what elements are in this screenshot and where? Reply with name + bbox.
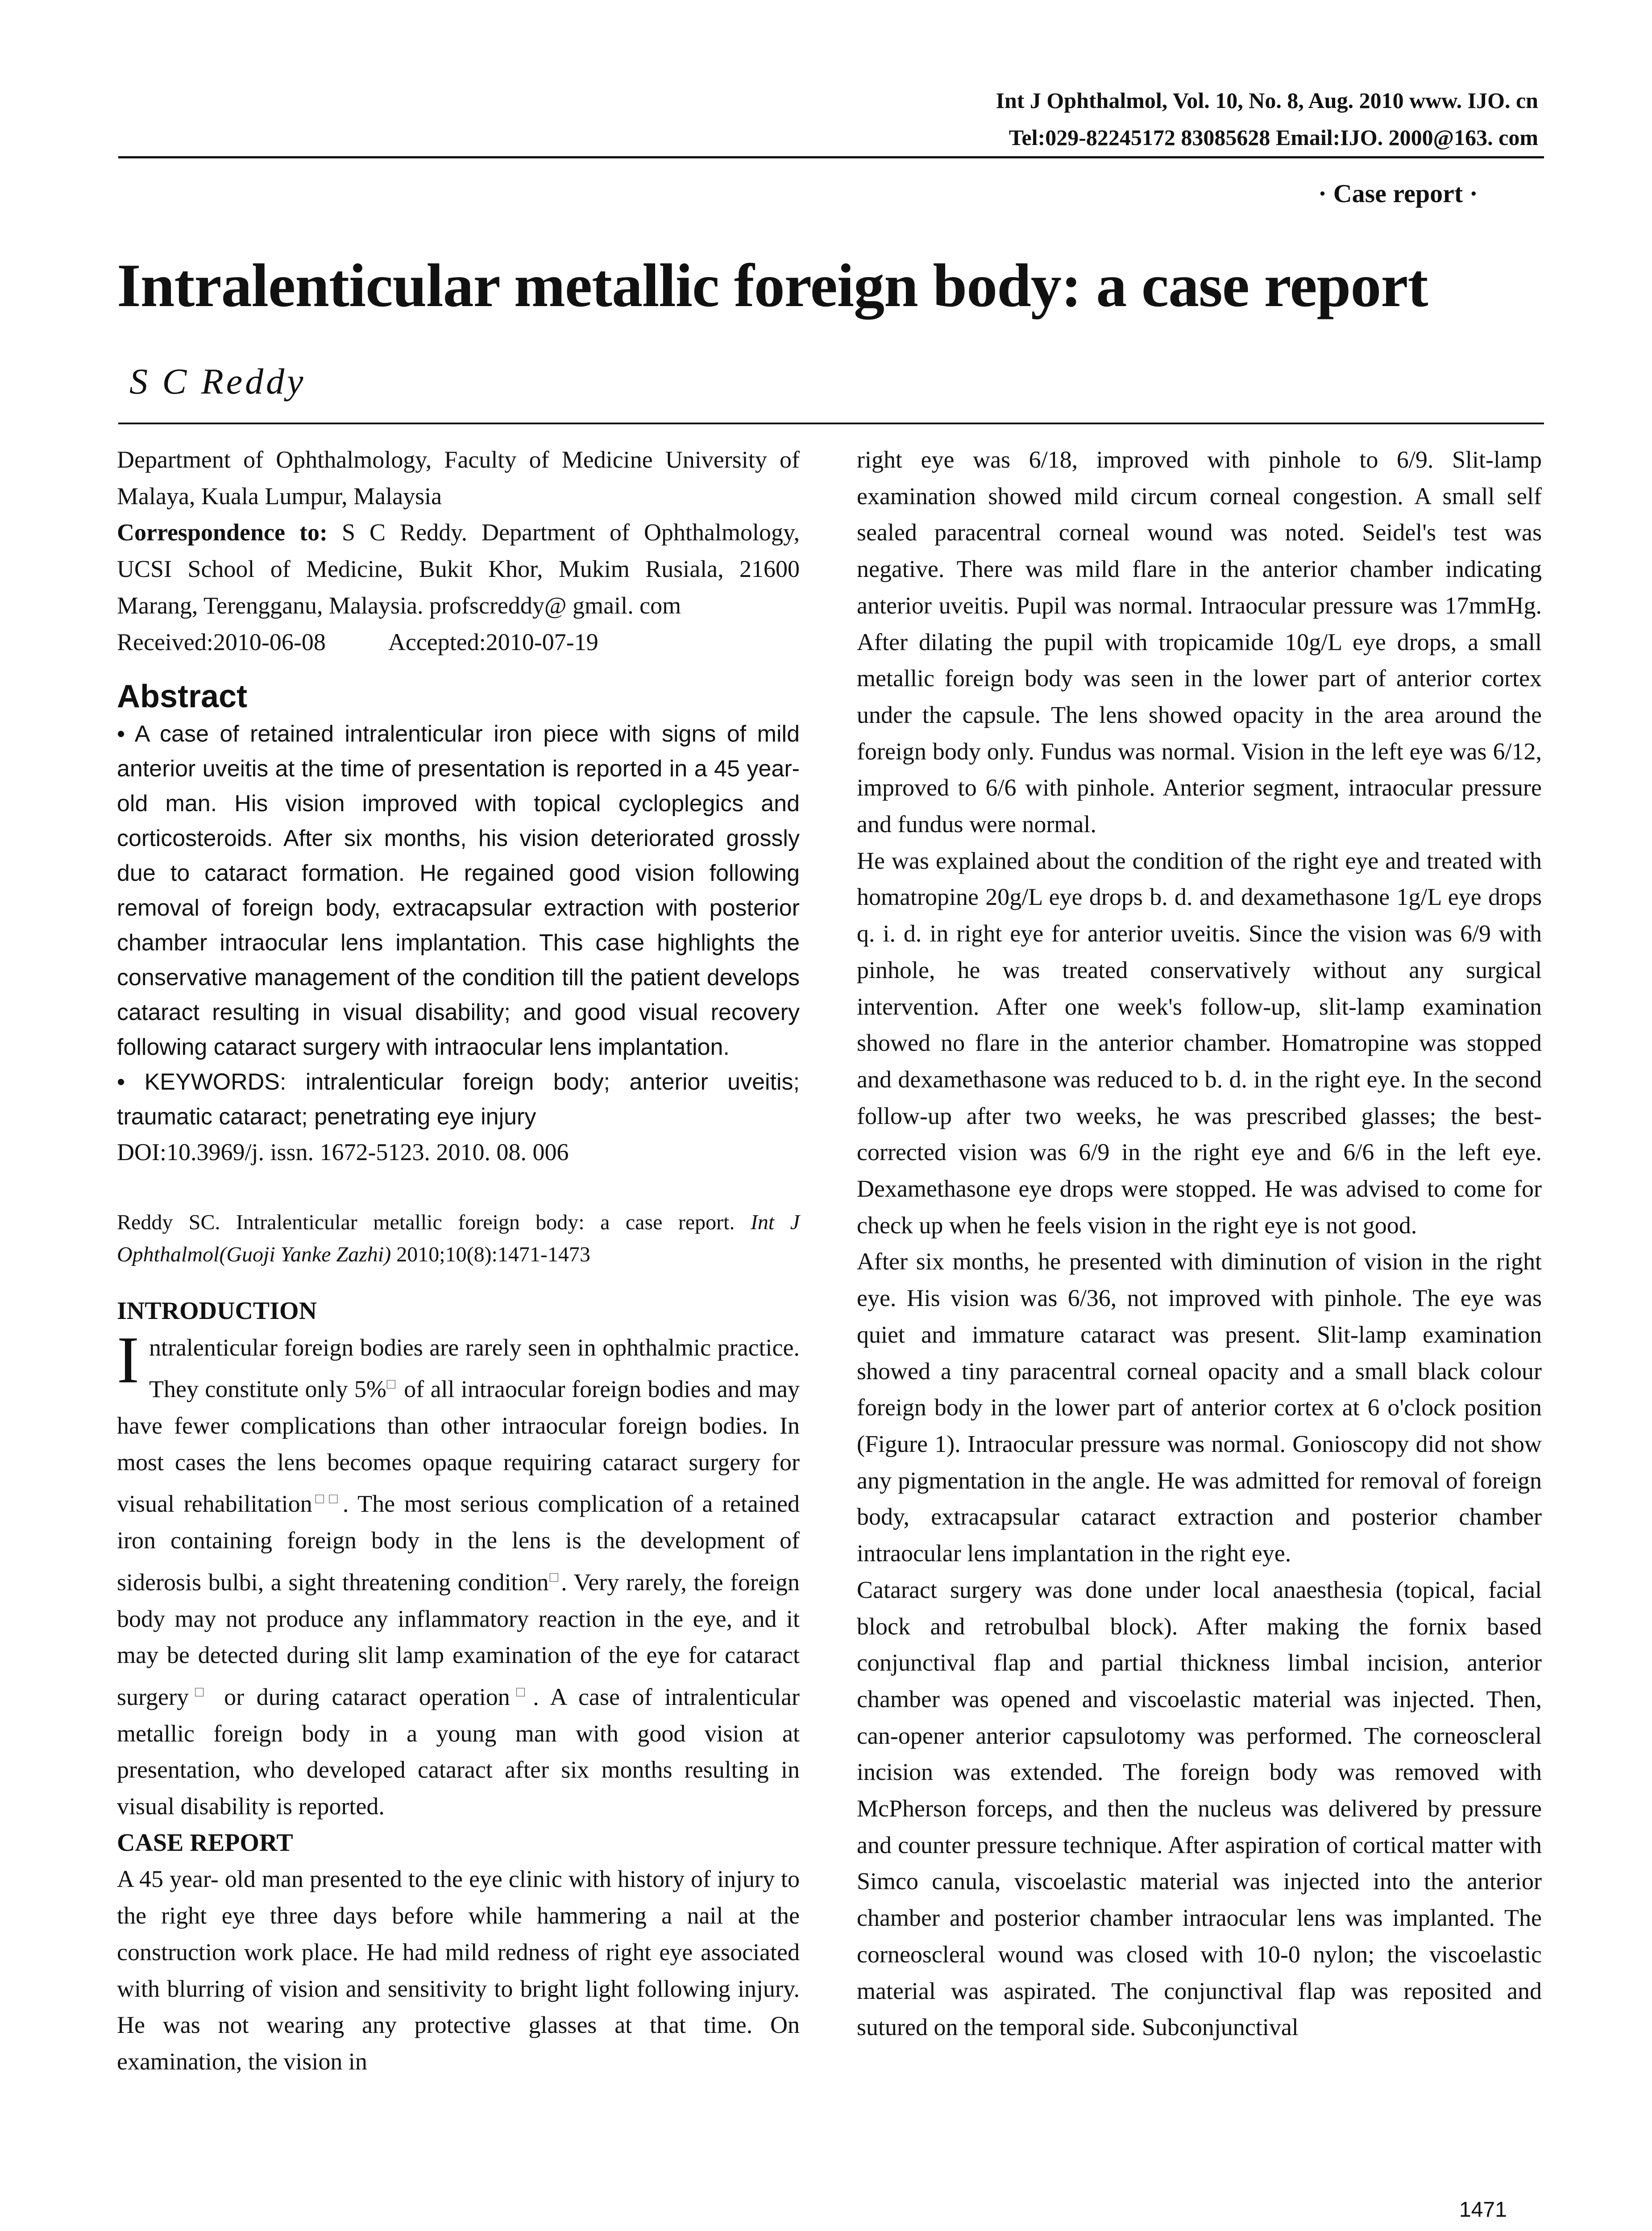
intro-text-4: . Very rarely, the foreign body may not produce any inflammatory reaction in the eye, and it may be detected during slit lamp examination of the eye for cataract surgery — [117, 1568, 800, 1710]
received-date: Received:2010-06-08 — [117, 628, 326, 655]
correspondence-text: S C Reddy. Department of Ophthalmology, UCSI School of Medicine, Bukit Khor, Mukim Rusiala, 21600 Marang, Terengganu, Malaysia. profscreddy@ gmail. com — [117, 519, 800, 619]
drop-cap: I — [117, 1323, 139, 1397]
title-divider — [118, 423, 1544, 424]
page-number: 1471 — [1459, 2198, 1507, 2222]
citation-mark-icon: □□ — [312, 1490, 343, 1507]
citation-mark-icon: □ — [548, 1568, 561, 1585]
intro-text-5: or during cataract operation — [212, 1683, 510, 1710]
case-paragraph-3: After six months, he presented with diminution of vision in the right eye. His vision was 6/36, not improved with pinhole. The eye was quiet and immature cataract was present. Slit-lamp examination showed a tiny paracentral corneal opacity and a small black colour foreign body in the lower part of anterior cortex at 6 o'clock position (Figure 1). Intraocular pressure was normal. Gonioscopy did not show any pigmentation in the angle. He was admitted for removal of foreign body, extracapsular cataract extraction and posterior chamber intraocular lens implantation in the right eye. — [857, 1248, 1542, 1567]
doi: DOI:10.3969/j. issn. 1672-5123. 2010. 08. 006 — [117, 1139, 569, 1166]
case-paragraph-2: He was explained about the condition of the right eye and treated with homatropine 20g/L eye drops b. d. and dexamethasone 1g/L eye drops q. i. d. in right eye for anterior uveitis. Since the vision was 6/9 with pinhole, he was treated conservatively without any surgical intervention. After one week's follow-up, slit-lamp examination showed no flare in the anterior chamber. Homatropine was stopped and dexamethasone was reduced to b. d. in the right eye. In the second follow-up after two weeks, he was prescribed glasses; the best-corrected vision was 6/9 in the right eye and 6/6 in the left eye. Dexamethasone eye drops were stopped. He was advised to come for check up when he feels vision in the right eye is not good. — [857, 847, 1542, 1239]
left-column — [117, 442, 800, 2080]
intro-text-2: of all intraocular foreign bodies and may have fewer complications than other intraocular foreign bodies. In most cases the lens becomes opaque requiring cataract surgery for visual rehabilitation — [117, 1376, 800, 1518]
intro-text-6: . A case of intralenticular metallic foreign body in a young man with good vision at presentation, who developed cataract after six months resulting in visual disability is reported. — [117, 1683, 800, 1820]
correspondence — [117, 514, 800, 624]
journal-header-line1: Int J Ophthalmol, Vol. 10, No. 8, Aug. 2010 www. IJO. cn — [996, 88, 1538, 113]
correspondence-label: Correspondence to: — [117, 519, 328, 546]
abstract-text: • A case of retained intralenticular iron piece with signs of mild anterior uveitis at the time of presentation is reported in a 45 year-old man. His vision improved with topical cycloplegics and corticosteroids. After six months, his vision deteriorated grossly due to cataract formation. He regained good vision following removal of foreign body, extracapsular extraction with posterior chamber intraocular lens implantation. This case highlights the conservative management of the condition till the patient develops cataract resulting in visual disability; and good visual recovery following cataract surgery with intraocular lens implantation. — [117, 721, 800, 1061]
journal-header-line2: Tel:029-82245172 83085628 Email:IJO. 2000@163. com — [1009, 125, 1538, 150]
introduction-paragraph — [117, 1323, 800, 1825]
right-column — [857, 442, 1542, 2046]
citation-mark-icon: □ — [386, 1376, 398, 1392]
case-report-heading: CASE REPORT — [117, 1829, 293, 1857]
citation-mark-icon: □ — [510, 1683, 533, 1700]
citation-mark-icon: □ — [188, 1683, 212, 1700]
citation — [117, 1207, 800, 1271]
section-label: · Case report · — [1318, 179, 1478, 208]
case-paragraph-4: Cataract surgery was done under local anaesthesia (topical, facial block and retrobulbal block). After making the fornix based conjunctival flap and partial thickness limbal incision, anterior chamber was opened and viscoelastic material was injected. Then, can-opener anterior capsulotomy was performed. The corneoscleral incision was extended. The foreign body was removed with McPherson forceps, and then the nucleus was delivered by pressure and counter pressure technique. After aspiration of cortical matter with Simco canula, viscoelastic material was injected into the anterior chamber and posterior chamber intraocular lens was implanted. The corneoscleral wound was closed with 10-0 nylon; the viscoelastic material was aspirated. The conjunctival flap was reposited and sutured on the temporal side. Subconjunctival — [857, 1576, 1542, 2041]
author-name: S C Reddy — [129, 361, 306, 402]
accepted-date: Accepted:2010-07-19 — [388, 628, 598, 655]
article-title: Intralenticular metallic foreign body: a case report — [117, 251, 1428, 319]
citation-journal: Int J Ophthalmol(Guoji Yanke Zazhi) — [117, 1210, 800, 1266]
intro-text-1: ntralenticular foreign bodies are rarely seen in ophthalmic practice. They constitute only 5% — [149, 1334, 800, 1403]
abstract-heading: Abstract — [117, 679, 248, 715]
affiliation: Department of Ophthalmology, Faculty of Medicine University of Malaya, Kuala Lumpur, Malaysia — [117, 446, 800, 510]
citation-suffix: 2010;10(8):1471-1473 — [391, 1242, 590, 1266]
header-divider — [118, 156, 1544, 158]
case-paragraph-1-end: right eye was 6/18, improved with pinhole to 6/9. Slit-lamp examination showed mild circum corneal congestion. A small self sealed paracentral corneal wound was noted. Seidel's test was negative. There was mild flare in the anterior chamber indicating anterior uveitis. Pupil was normal. Intraocular pressure was 17mmHg. After dilating the pupil with tropicamide 10g/L eye drops, a small metallic foreign body was seen in the lower part of anterior cortex under the capsule. The lens showed opacity in the area around the foreign body only. Fundus was normal. Vision in the left eye was 6/12, improved to 6/6 with pinhole. Anterior segment, intraocular pressure and fundus were normal. — [857, 446, 1542, 838]
intro-text-3: . The most serious complication of a retained iron containing foreign body in the lens is the development of siderosis bulbi, a sight threatening condition — [117, 1490, 800, 1596]
dates — [117, 624, 800, 661]
case-paragraph-1-start: A 45 year- old man presented to the eye clinic with history of injury to the right eye three days before while hammering a nail at the construction work place. He had mild redness of right eye associated with blurring of vision and sensitivity to bright light following injury. He was not wearing any protective glasses at that time. On examination, the vision in — [117, 1866, 800, 2075]
keywords: • KEYWORDS: intralenticular foreign body; anterior uveitis; traumatic cataract; penetrating eye injury — [117, 1069, 800, 1130]
introduction-heading: INTRODUCTION — [117, 1297, 317, 1325]
citation-prefix: Reddy SC. Intralenticular metallic foreign body: a case report. — [117, 1210, 751, 1234]
